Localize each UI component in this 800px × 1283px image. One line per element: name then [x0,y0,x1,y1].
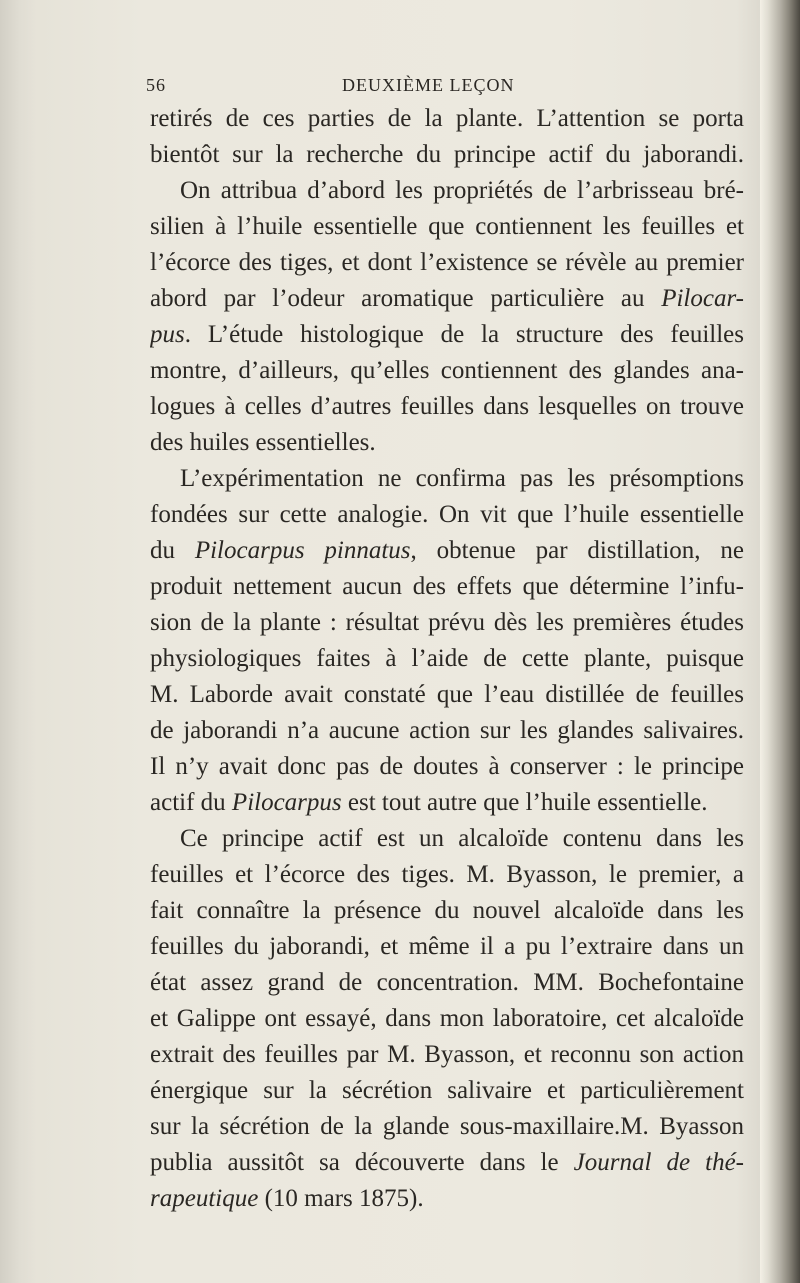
text-line: logues à celles d’autres feuilles dans lesquelles on trouve [150,393,744,420]
text-line: rapeutique (10 mars 1875). [150,1185,424,1212]
text-line: actif du Pilocarpus est tout autre que l’huile essentielle. [150,789,708,816]
text-line: du Pilocarpus pinnatus, obtenue par distillation, ne [150,537,744,564]
text-line: sur la sécrétion de la glande sous-maxillaire.M. Byasson [150,1113,744,1140]
page-gutter-shadow [0,0,36,1283]
book-spine-edge [760,0,800,1283]
text-line: produit nettement aucun des effets que détermine l’infu- [150,573,744,600]
page-number: 56 [146,75,166,95]
text-line: Ce principe actif est un alcaloïde contenu dans les [180,825,744,852]
running-head [146,73,706,103]
body-text [150,101,744,1217]
text-line: état assez grand de concentration. MM. Bochefontaine [150,969,744,996]
text-line: fait connaître la présence du nouvel alcaloïde dans les [150,897,744,924]
running-head-title: DEUXIÈME LEÇON [342,75,515,95]
text-line: feuilles et l’écorce des tiges. M. Byasson, le premier, a [150,861,744,888]
text-line: extrait des feuilles par M. Byasson, et reconnu son action [150,1041,744,1068]
text-line: L’expérimentation ne confirma pas les présomptions [180,465,744,492]
italic-term: pus [150,321,185,348]
text-line: l’écorce des tiges, et dont l’existence se révèle au premier [150,249,744,276]
text-line: physiologiques faites à l’aide de cette plante, puisque [150,645,744,672]
text-line: silien à l’huile essentielle que contiennent les feuilles et [150,213,744,240]
text-line: feuilles du jaborandi, et même il a pu l’extraire dans un [150,933,744,960]
text-line: M. Laborde avait constaté que l’eau distillée de feuilles [150,681,744,708]
text-line: Il n’y avait donc pas de doutes à conserver : le principe [150,753,744,780]
text-line: On attribua d’abord les propriétés de l’arbrisseau bré- [180,177,744,204]
italic-term: Journal de thé- [573,1149,744,1176]
italic-term: Pilocarpus [231,789,342,816]
text-line: bientôt sur la recherche du principe actif du jaborandi. [150,141,744,168]
text-line: énergique sur la sécrétion salivaire et particulièrement [150,1077,744,1104]
text-line: de jaborandi n’a aucune action sur les glandes salivaires. [150,717,744,744]
text-line: abord par l’odeur aromatique particulière au Pilocar- [150,285,744,312]
italic-term: rapeutique [150,1185,259,1212]
text-line: pus. L’étude histologique de la structure des feuilles [150,321,744,348]
text-line: retirés de ces parties de la plante. L’attention se porta [150,105,744,132]
text-line: des huiles essentielles. [150,429,376,456]
italic-term: Pilocarpus pinnatus [194,537,411,564]
text-line: et Galippe ont essayé, dans mon laboratoire, cet alcaloïde [150,1005,744,1032]
text-line: fondées sur cette analogie. On vit que l’huile essentielle [150,501,744,528]
text-line: publia aussitôt sa découverte dans le Journal de thé- [150,1149,744,1176]
italic-term: Pilocar- [661,285,744,312]
text-line: sion de la plante : résultat prévu dès les premières études [150,609,744,636]
text-line: montre, d’ailleurs, qu’elles contiennent des glandes ana- [150,357,744,384]
